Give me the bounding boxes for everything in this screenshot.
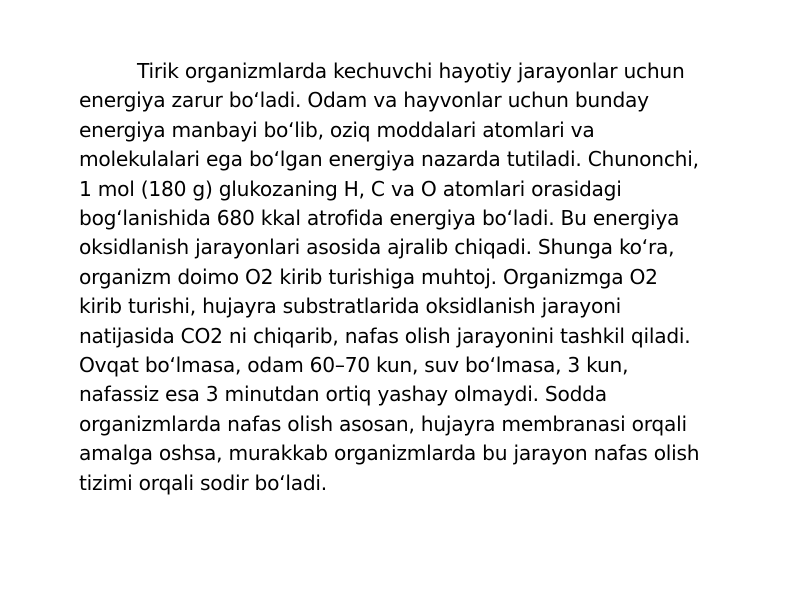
paragraph-line-2: energiya zarur boʻladi. Odam va hayvonlar uchun bunday bbox=[79, 88, 649, 113]
paragraph-line-11: Ovqat boʻlmasa, odam 60–70 kun, suv boʻlmasa, 3 kun, bbox=[79, 353, 629, 378]
paragraph bbox=[79, 57, 759, 498]
paragraph-line-15: tizimi orqali sodir boʻladi. bbox=[79, 470, 327, 495]
paragraph-line-8: organizm doimo O2 kirib turishiga muhtoj. Organizmga O2 bbox=[79, 264, 658, 289]
paragraph-line-1: Tirik organizmlarda kechuvchi hayotiy jarayonlar uchun bbox=[137, 59, 685, 83]
paragraph-line-9: kirib turishi, hujayra substratlarida oksidlanish jarayoni bbox=[79, 294, 621, 319]
paragraph-line-5: 1 mol (180 g) glukozaning H, C va O atomlari orasidagi bbox=[79, 176, 622, 201]
paragraph-line-14: amalga oshsa, murakkab organizmlarda bu jarayon nafas olish bbox=[79, 441, 700, 466]
paragraph-line-10: natijasida CO2 ni chiqarib, nafas olish jarayonini tashkil qiladi. bbox=[79, 323, 691, 348]
paragraph-line-7: oksidlanish jarayonlari asosida ajralib chiqadi. Shunga koʻra, bbox=[79, 235, 675, 260]
paragraph-line-3: energiya manbayi boʻlib, oziq moddalari atomlari va bbox=[79, 117, 595, 142]
paragraph-line-13: organizmlarda nafas olish asosan, hujayra membranasi orqali bbox=[79, 411, 687, 436]
paragraph-line-4: molekulalari ega boʻlgan energiya nazarda tutiladi. Chunonchi, bbox=[79, 147, 699, 172]
paragraph-line-6: bogʻlanishida 680 kkal atrofida energiya boʻladi. Bu energiya bbox=[79, 206, 680, 231]
paragraph-line-12: nafassiz esa 3 minutdan ortiq yashay olmaydi. Sodda bbox=[79, 382, 607, 407]
